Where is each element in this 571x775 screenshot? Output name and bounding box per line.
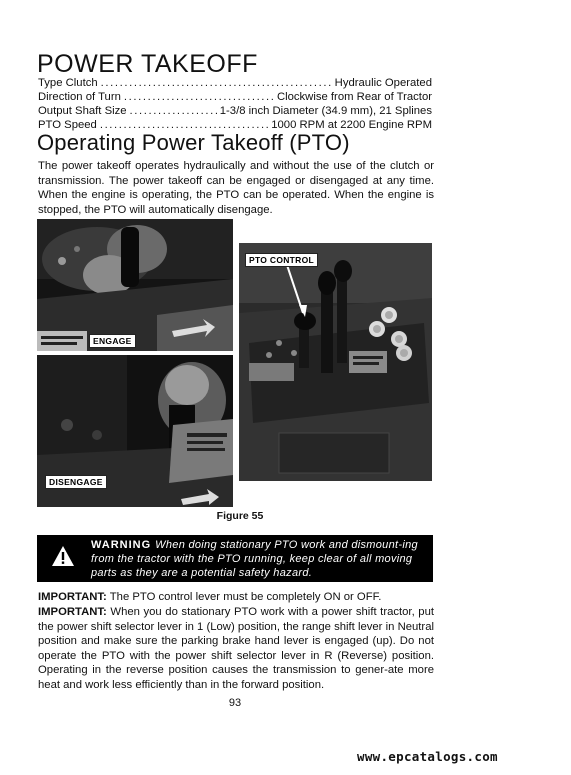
section-heading: Operating Power Takeoff (PTO) [37,130,350,155]
spec-label: Type Clutch [38,77,98,89]
photo-pto-control-image [239,243,432,481]
leader-dots [130,104,217,118]
spec-value: Clockwise from Rear of Tractor [276,91,432,103]
warning-keyword: WARNING [91,539,152,551]
spec-label: Output Shaft Size [38,105,127,117]
photo-engage-image [37,219,233,351]
important-note-1 [38,590,434,605]
intro-paragraph: The power takeoff operates hydraulically and without the use of the clutch or transmission. The power takeoff can be engaged or disengaged at any time. When the engine is operating, the PTO can be operated. When the engine is stopped, the PTO will automatically disengage. [38,160,434,216]
callout-disengage: DISENGAGE [45,475,107,489]
photo-disengage [37,355,233,507]
spec-value: 1-3/8 inch Diameter (34.9 mm), 21 Splines [219,105,432,117]
important-label: IMPORTANT: [38,606,107,618]
callout-pto-control: PTO CONTROL [245,253,318,267]
callout-engage: ENGAGE [89,334,136,348]
spec-label: PTO Speed [38,119,97,131]
page-title: POWER TAKEOFF [37,50,258,78]
spec-list [38,76,432,132]
warning-box [37,535,433,582]
spec-row-type-clutch [38,76,432,90]
warning-text-block [91,538,427,580]
spec-value: Hydraulic Operated [334,77,432,89]
spec-row-shaft-size [38,104,432,118]
leader-dots [101,76,332,90]
important-text: The PTO control lever must be completely ON or OFF. [106,591,382,603]
photo-pto-control [239,243,432,481]
warning-message: When doing stationary PTO work and dismount-ing from the tractor with the PTO running, keep clear of all moving parts as they are a potential safety hazard. [91,539,418,579]
leader-dots [124,90,274,104]
important-note-2 [38,605,434,693]
photo-engage [37,219,233,351]
page-number: 93 [228,697,242,709]
warning-triangle-icon [51,545,75,567]
important-label: IMPORTANT: [38,591,107,603]
spec-label: Direction of Turn [38,91,121,103]
spec-row-direction [38,90,432,104]
website-watermark: www.epcatalogs.com [357,749,498,764]
figure-caption: Figure 55 [216,510,264,522]
spec-value: 1000 RPM at 2200 Engine RPM [271,119,432,131]
important-text: When you do stationary PTO work with a power shift tractor, put the power shift selector lever in 1 (Low) position, the range shift lever in Neutral position and make sure the parking brake hand lever is engaged (up). Do not operate the PTO with the power shift selector lever in R (Reverse) position. Operating in the reverse position causes the transmission to gener-ate more heat and work less efficiently than in the forward position. [38,606,434,691]
